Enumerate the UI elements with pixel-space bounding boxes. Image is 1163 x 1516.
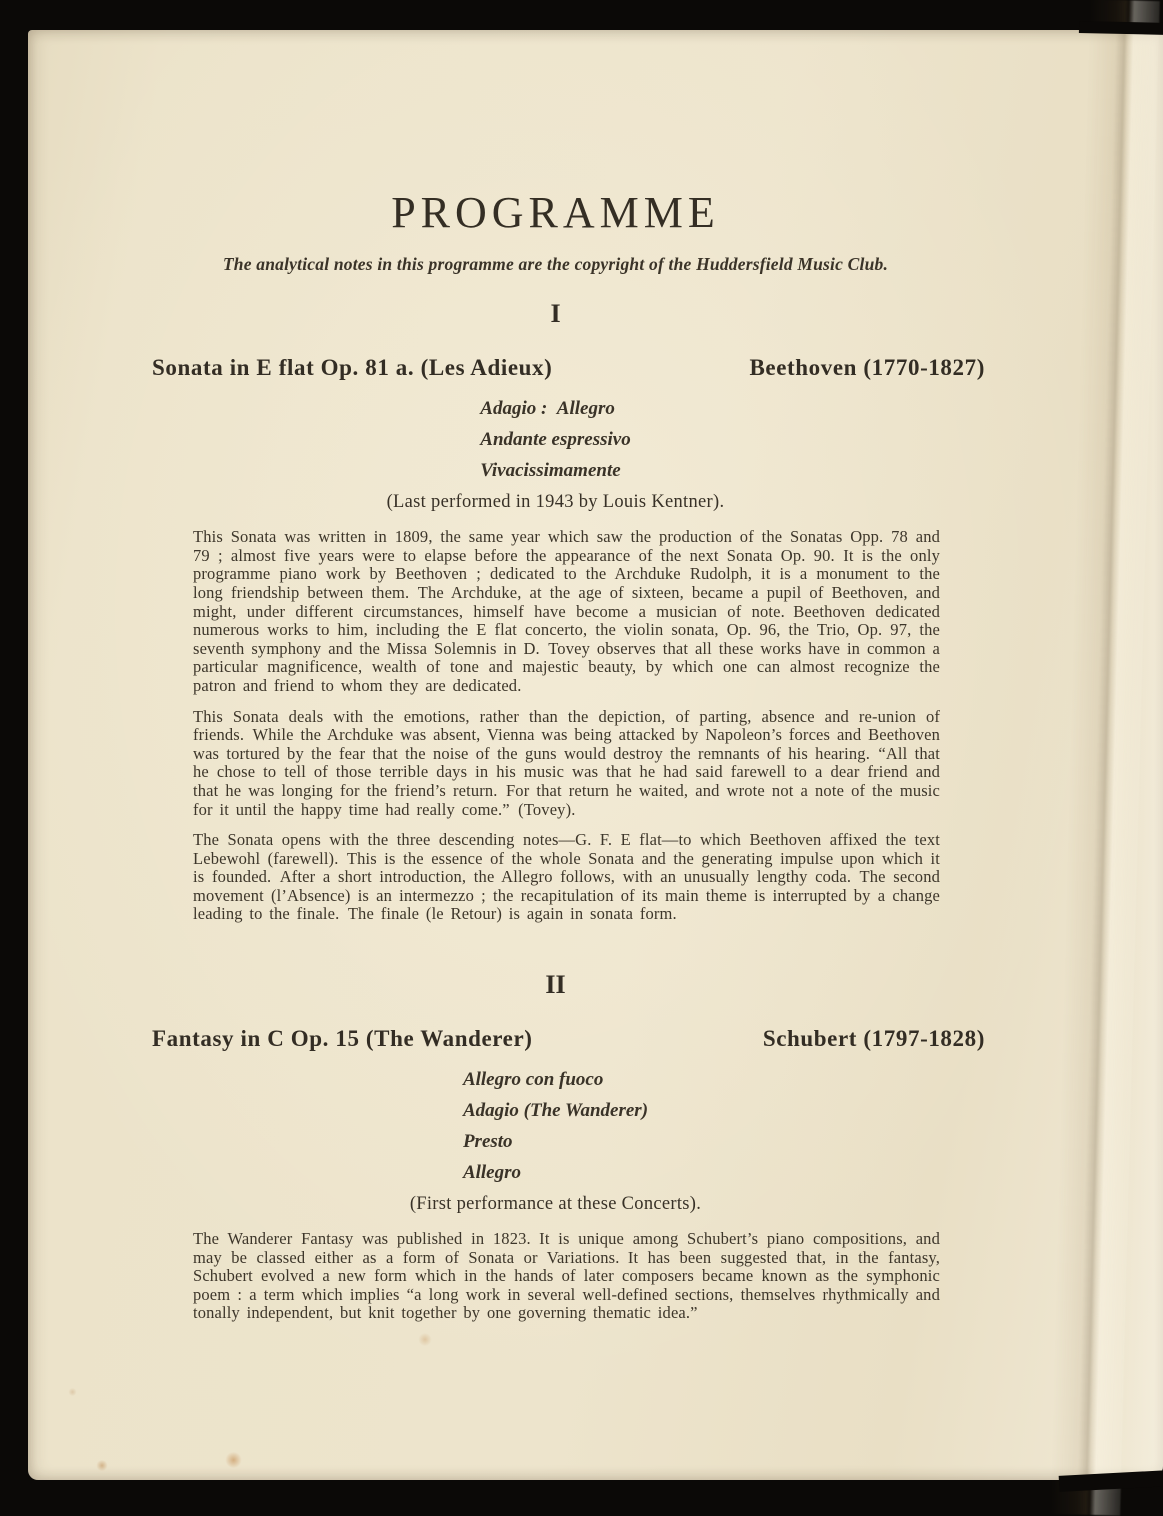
analytical-note-paragraph: This Sonata deals with the emotions, rather than the depiction, of parting, absence and re-union of friends. While the Archduke was absent, Vienna was being attacked by Napoleon’s forces and Beethoven was tortured by the fear that the noise of the guns would destroy the remnants of his hearing. “All that he chose to tell of those terrible days in his music was that he had said farewell to a dear friend and that he was longing for the friend’s return. For that return he waited, and wrote not a note of the music for it until the happy time had really come.” (Tovey). (193, 706, 940, 819)
work-heading-row (152, 1026, 985, 1052)
movement-item: Adagio (The Wanderer) (462, 1100, 649, 1122)
movement-list (152, 393, 985, 486)
foxing-spot (418, 1333, 432, 1346)
foxing-spot (225, 1452, 242, 1468)
work-title: Sonata in E flat Op. 81 a. (Les Adieux) (152, 355, 553, 381)
composer-name: Schubert (1797-1828) (762, 1026, 985, 1052)
movement-item: Andante espressivo (480, 429, 631, 451)
foxing-spot (68, 1388, 77, 1396)
movement-item: Presto (462, 1131, 513, 1153)
performance-note: (First performance at these Concerts). (409, 1194, 702, 1215)
analytical-note-paragraph: This Sonata was written in 1809, the same year which saw the production of the Sonatas Opp. 78 and 79 ; almost five years were to elapse before the appearance of the next Sonata Op. 90. It is the only programme piano work by Beethoven ; dedicated to the Archduke Rudolph, it is a monument to the long friendship between them. The Archduke, at the age of sixteen, became a pupil of Beethoven, and might, under different circumstances, himself have become a musician of note. Beethoven dedicated numerous works to him, including the E flat concerto, the violin sonata, Op. 96, the Trio, Op. 97, the seventh symphony and the Missa Solemnis in D. Tovey observes that all these works have in common a particular magnificence, wealth of tone and majestic beauty, by which one can almost recognize the patron and friend to whom they are dedicated. (193, 527, 940, 695)
analytical-note-paragraph: The Wanderer Fantasy was published in 1823. It is unique among Schubert’s piano compositions, and may be classed either as a form of Sonata or Variations. It has been suggested that, in the fantasy, Schubert evolved a new form which in the hands of later composers became known as the symphonic poem : a term which implies “a long work in several well-defined sections, themselves rhythmically and tonally independent, but knit together by one governing thematic idea.” (193, 1229, 940, 1323)
movement-item: Allegro (462, 1162, 522, 1184)
page-curled-edge (1125, 30, 1163, 1480)
movement-list (152, 1064, 985, 1188)
section-numeral: II (545, 970, 566, 1000)
copyright-note: The analytical notes in this programme are the copyright of the Huddersfield Music Club. (222, 254, 889, 275)
section-beethoven (152, 299, 985, 924)
page-content (152, 30, 985, 1323)
programme-page (28, 30, 1163, 1480)
section-numeral: I (550, 299, 561, 329)
performance-note: (Last performed in 1943 by Louis Kentner). (386, 492, 725, 513)
foxing-spot (96, 1460, 108, 1471)
movement-item: Vivacissimamente (480, 460, 621, 482)
work-heading-row (152, 355, 985, 381)
movement-item: Adagio : Allegro (480, 398, 615, 420)
page-fold-crease (1050, 0, 1160, 1516)
work-title: Fantasy in C Op. 15 (The Wanderer) (152, 1026, 533, 1052)
movement-item: Allegro con fuoco (462, 1069, 604, 1091)
composer-name: Beethoven (1770-1827) (749, 355, 985, 381)
page-top-right-shadow (1079, 21, 1163, 35)
section-schubert (152, 970, 985, 1323)
page-title: PROGRAMME (391, 188, 720, 237)
analytical-note-paragraph: The Sonata opens with the three descending notes—G. F. E flat—to which Beethoven affixed the text Lebewohl (farewell). This is the essence of the whole Sonata and the generating impulse upon which it is founded. After a short introduction, the Allegro follows, with an unusually lengthy coda. The second movement (l’Absence) is an intermezzo ; the recapitulation of its main theme is interrupted by a change leading to the finale. The finale (le Retour) is again in sonata form. (193, 830, 940, 924)
